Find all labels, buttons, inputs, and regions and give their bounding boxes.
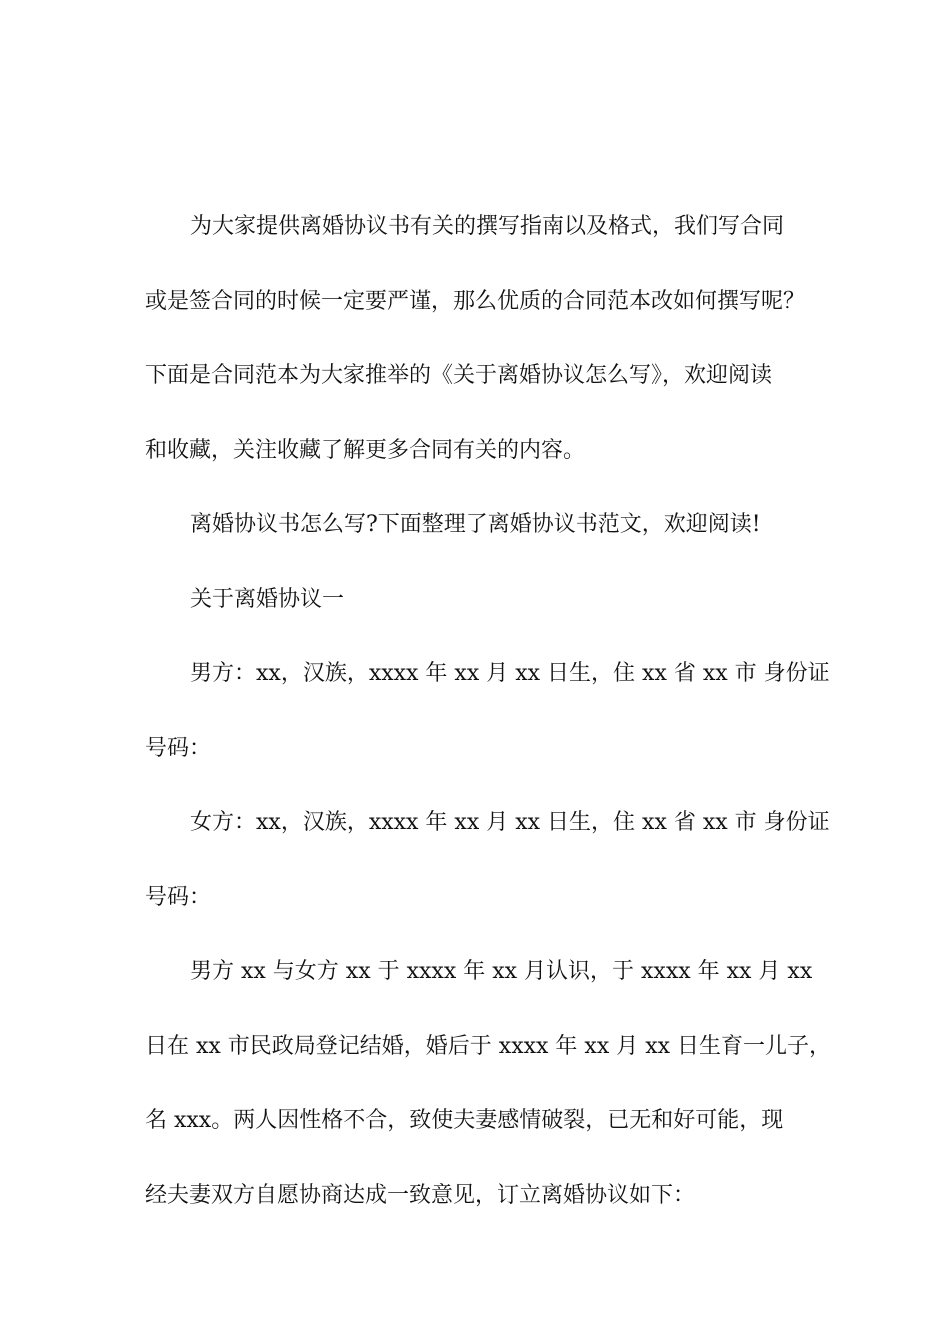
paragraph-1-line-3: 下面是合同范本为大家推举的《关于离婚协议怎么写》，欢迎阅读 — [145, 363, 773, 388]
paragraph-3-line-3: 名 xxx。两人因性格不合，致使夫妻感情破裂，已无和好可能，现 — [145, 1108, 784, 1133]
female-party-line-2: 号码： — [145, 885, 212, 910]
paragraph-1-line-4: 和收藏，关注收藏了解更多合同有关的内容。 — [145, 438, 586, 463]
female-party-line-1: 女方：xx，汉族，xxxx 年 xx 月 xx 日生，住 xx 省 xx 市 身份证 — [190, 810, 830, 835]
male-party-line-1: 男方：xx，汉族，xxxx 年 xx 月 xx 日生，住 xx 省 xx 市 身份证 — [190, 661, 830, 686]
paragraph-1-line-2: 或是签合同的时候一定要严谨，那么优质的合同范本改如何撰写呢？ — [145, 289, 806, 314]
paragraph-3-line-2: 日在 xx 市民政局登记结婚，婚后于 xxxx 年 xx 月 xx 日生育一儿子， — [145, 1034, 832, 1059]
male-party-line-2: 号码： — [145, 736, 212, 761]
paragraph-3-line-4: 经夫妻双方自愿协商达成一致意见，订立离婚协议如下： — [145, 1183, 696, 1208]
section-heading: 关于离婚协议一 — [190, 587, 345, 612]
paragraph-3-line-1: 男方 xx 与女方 xx 于 xxxx 年 xx 月认识，于 xxxx 年 xx 月 xx — [190, 959, 813, 984]
paragraph-1-line-1: 为大家提供离婚协议书有关的撰写指南以及格式，我们写合同 — [190, 214, 785, 239]
paragraph-2: 离婚协议书怎么写?下面整理了离婚协议书范文，欢迎阅读! — [190, 512, 761, 537]
